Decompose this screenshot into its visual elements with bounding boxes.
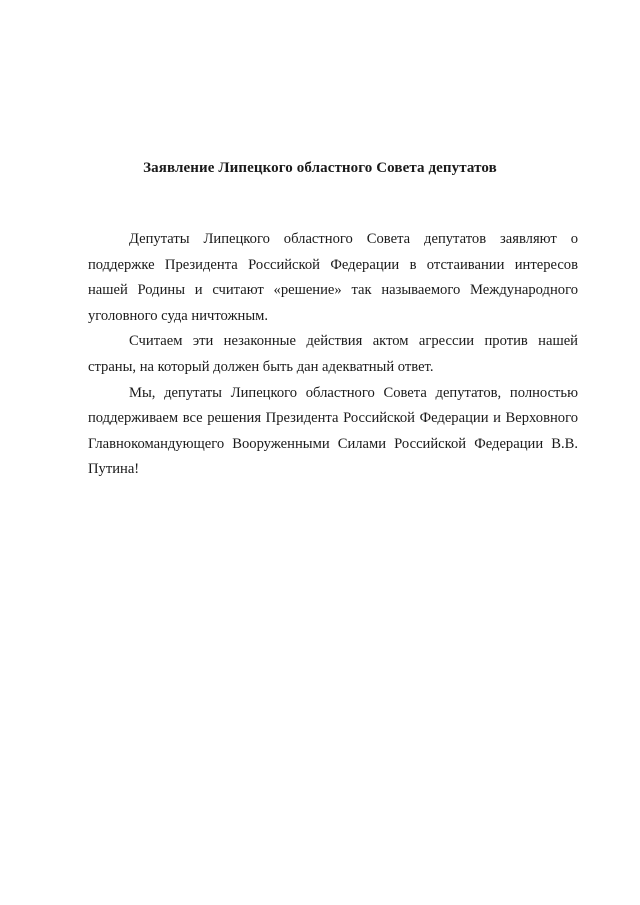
paragraph-full-support-statement: Мы, депутаты Липецкого областного Совета депутатов, полностью поддерживаем все решения Президента Российской Федерации и Верховного Главнокомандующего Вооруженными Силами Российской Федерации В.В. Путина! [88,384,578,478]
document-body [88,227,578,483]
document-title: Заявление Липецкого областного Совета депутатов [143,160,497,176]
paragraph-support-statement: Депутаты Липецкого областного Совета депутатов заявляют о поддержке Президента Российской Федерации в отстаивании интересов нашей Родины и считают «решение» так называемого Международного уголовного суда ничтожным. [88,231,578,324]
paragraph-aggression-statement: Считаем эти незаконные действия актом агрессии против нашей страны, на который должен быть дан адекватный ответ. [88,333,578,375]
